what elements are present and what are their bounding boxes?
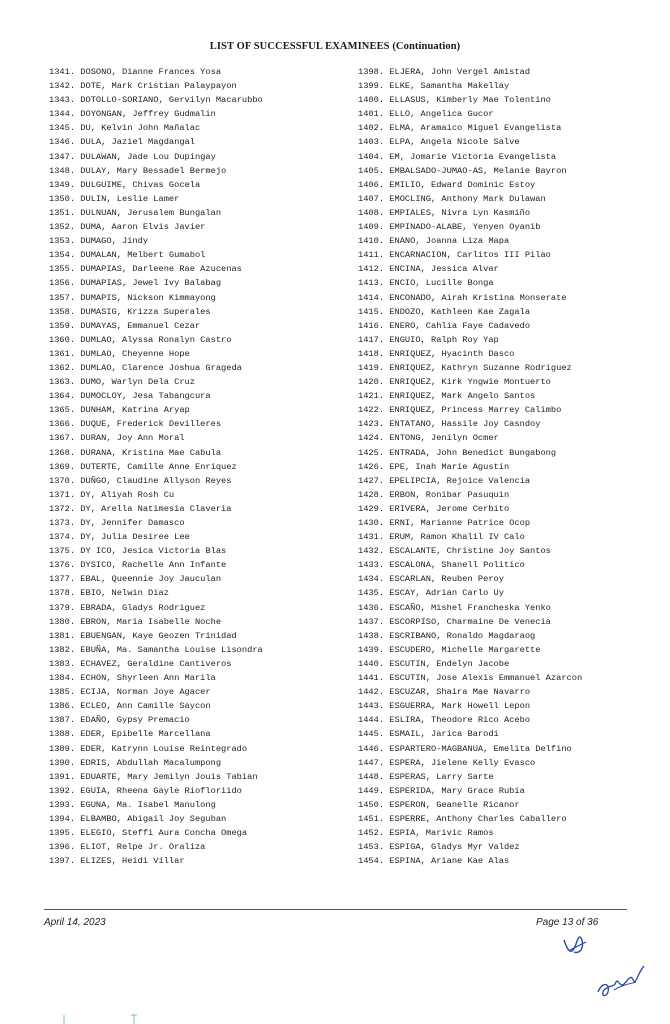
examinee-entry: 1390. EDRIS, Abdullah Macalumpong	[49, 757, 222, 768]
examinee-entry: 1426. EPE, Inah Marie Agustin	[358, 461, 510, 472]
examinee-entry: 1416. ENERO, Cahlia Faye Cadavedo	[358, 320, 531, 331]
examinee-entry: 1439. ESCUDERO, Michelle Margarette	[358, 644, 541, 655]
examinee-entry: 1399. ELKE, Samantha Makellay	[358, 81, 510, 92]
examinee-entry: 1382. EBUÑA, Ma. Samantha Louise Lisondra	[49, 644, 263, 655]
examinee-entry: 1444. ESLIRA, Theodore Rico Acebo	[358, 715, 531, 726]
examinee-entry: 1422. ENRIQUEZ, Princess Marrey Calimbo	[358, 405, 562, 416]
examinee-entry: 1423. ENTATANO, Hassile Joy Casndoy	[358, 419, 541, 430]
examinee-entry: 1398. ELJERA, John Vergel Amistad	[358, 67, 531, 77]
examinee-entry: 1445. ESMAIL, Jarica Barodi	[358, 729, 499, 740]
examinee-entry: 1442. ESCUZAR, Shaira Mae Navarro	[358, 687, 531, 698]
examinee-entry: 1375. DY ICO, Jesica Victoria Blas	[49, 546, 227, 557]
examinee-entry: 1441. ESCUTIN, Jose Alexis Emmanuel Azarcon	[358, 673, 583, 684]
examinee-entry: 1383. ECHAVEZ, Geraldine Cantiveros	[49, 658, 232, 669]
examinee-entry: 1451. ESPERRE, Anthony Charles Caballero	[358, 813, 567, 824]
examinee-entry: 1363. DUMO, Warlyn Dela Cruz	[49, 377, 195, 388]
examinee-entry: 1359. DUMAYAS, Emmanuel Cezar	[49, 320, 201, 331]
examinee-entry: 1351. DULNUAN, Jerusalem Bungalan	[49, 207, 222, 218]
examinee-entry: 1377. EBAL, Queennie Joy Jauculan	[49, 574, 222, 585]
examinee-entry: 1370. DUÑGO, Claudine Allyson Reyes	[49, 475, 232, 486]
examinee-entry: 1343. DOTOLLO-SORIANO, Gervilyn Macarubbo	[49, 95, 263, 106]
examinee-entry: 1447. ESPERA, Jielene Kelly Evasco	[358, 757, 536, 768]
examinee-entry: 1446. ESPARTERO-MAGBANUA, Emelita Delfino	[358, 743, 572, 754]
examinee-entry: 1362. DUMLAO, Clarence Joshua Grageda	[49, 362, 242, 373]
examinee-entry: 1453. ESPIGA, Gladys Myr Valdez	[358, 842, 520, 853]
initials-signature-icon	[560, 930, 590, 960]
examinee-entry: 1421. ENRIQUEZ, Mark Angelo Santos	[358, 391, 536, 402]
examinee-entry: 1427. EPELIPCIA, Rejoice Valencia	[358, 475, 531, 486]
examinee-entry: 1443. ESGUERRA, Mark Howell Lepon	[358, 701, 531, 712]
examinee-entry: 1448. ESPERAS, Larry Sarte	[358, 771, 494, 782]
examinee-entry: 1396. ELIOT, Relpe Jr. Oraliza	[49, 842, 206, 853]
examinee-entry: 1409. EMPINADO-ALABE, Yenyen Oyanib	[358, 222, 541, 233]
examinee-entry: 1431. ERUM, Ramon Khalil IV Calo	[358, 532, 525, 543]
bottom-edge-marks	[62, 1013, 182, 1024]
examinee-entry: 1392. EGUIA, Rheena Gayle Riofloriido	[49, 785, 242, 796]
examinee-entry: 1412. ENCINA, Jessica Alvar	[358, 264, 499, 275]
examinee-entry: 1385. ECIJA, Norman Joye Agacer	[49, 687, 211, 698]
examinee-entry: 1454. ESPINA, Ariane Kae Alas	[358, 856, 510, 867]
examinee-entry: 1354. DUMALAN, Melbert Gumabol	[49, 250, 206, 261]
examinee-entry: 1411. ENCARNACION, Carlitos III Pilao	[358, 250, 551, 261]
examinee-entry: 1419. ENRIQUEZ, Kathryn Suzanne Rodriguez	[358, 362, 572, 373]
examinee-entry: 1379. EBRADA, Gladys Rodriguez	[49, 602, 206, 613]
examinee-entry: 1410. ENANO, Joanna Liza Mapa	[358, 236, 510, 247]
examinee-entry: 1342. DOTE, Mark Cristian Palaypayon	[49, 81, 237, 92]
examinee-entry: 1449. ESPERIDA, Mary Grace Rubia	[358, 785, 525, 796]
examinee-entry: 1413. ENCIO, Lucille Bonga	[358, 278, 494, 289]
examinee-entry: 1437. ESCORPISO, Charmaine De Venecia	[358, 616, 551, 627]
examinee-entry: 1344. DOYONGAN, Jeffrey Gudmalin	[49, 109, 216, 120]
examinee-entry: 1432. ESCALANTE, Christine Joy Santos	[358, 546, 551, 557]
examinee-entry: 1420. ENRIQUEZ, Kirk Yngwie Montuerto	[358, 377, 551, 388]
examinee-entry: 1407. EMOCLING, Anthony Mark Dulawan	[358, 193, 546, 204]
examinee-entry: 1397. ELIZES, Heidi Villar	[49, 856, 185, 867]
examinee-entry: 1433. ESCALONA, Shanell Politico	[358, 560, 525, 571]
examinee-entry: 1429. ERIVERA, Jerome Cerbito	[358, 503, 510, 514]
examinee-entry: 1417. ENGUIO, Ralph Roy Yap	[358, 334, 499, 345]
examinee-entry: 1352. DUMA, Aaron Elvis Javier	[49, 222, 206, 233]
examinee-entry: 1395. ELEGIO, Steffi Aura Concha Omega	[49, 828, 248, 839]
examinee-entry: 1341. DOSONO, Dianne Frances Yosa	[49, 67, 222, 77]
examinee-entry: 1400. ELLASUS, Kimberly Mae Tolentino	[358, 95, 551, 106]
examinee-entry: 1371. DY, Aliyah Rosh Cu	[49, 489, 175, 500]
examinee-entry: 1414. ENCONADO, Airah Kristina Monserate	[358, 292, 567, 303]
examinee-entry: 1350. DULIN, Leslie Lamer	[49, 193, 180, 204]
examinee-entry: 1403. ELPA, Angela Nicole Salve	[358, 137, 520, 148]
examinee-entry: 1381. EBUENGAN, Kaye Geozen Trinidad	[49, 630, 237, 641]
examinee-entry: 1357. DUMAPIS, Nickson Kimmayong	[49, 292, 216, 303]
examinee-entry: 1418. ENRIQUEZ, Hyacinth Dasco	[358, 348, 515, 359]
footer-divider	[44, 909, 627, 910]
examinee-entry: 1348. DULAY, Mary Bessadel Bermejo	[49, 165, 227, 176]
examinee-entry: 1389. EDER, Katrynn Louise Reintegrado	[49, 743, 248, 754]
examinee-entry: 1374. DY, Julia Desiree Lee	[49, 532, 190, 543]
examinee-entry: 1358. DUMASIG, Krizza Superales	[49, 306, 211, 317]
examinee-entry: 1452. ESPIA, Marivic Ramos	[358, 828, 494, 839]
examinee-entry: 1376. DYSICO, Rachelle Ann Infante	[49, 560, 227, 571]
examinee-entry: 1394. ELBAMBO, Abigail Joy Seguban	[49, 813, 227, 824]
examinee-entry: 1450. ESPERON, Geanelle Ricanor	[358, 799, 520, 810]
examinee-entry: 1438. ESCRIBANO, Ronaldo Magdaraog	[358, 630, 536, 641]
examinee-entry: 1406. EMILIO, Edward Dominic Estoy	[358, 179, 536, 190]
examinee-entry: 1425. ENTRADA, John Benedict Bungabong	[358, 447, 557, 458]
examinee-entry: 1372. DY, Arella Natimesia Claveria	[49, 503, 232, 514]
handwritten-signature-icon	[594, 962, 646, 1002]
examinee-entry: 1405. EMBALSADO-JUMAO-AS, Melanie Bayron	[358, 165, 567, 176]
examinee-entry: 1346. DULA, Jaziel Magdangal	[49, 137, 195, 148]
examinee-entry: 1349. DULGUIME, Chivas Gocela	[49, 179, 201, 190]
examinee-entry: 1430. ERNI, Marianne Patrice Ocop	[358, 518, 531, 528]
footer-page-number: Page 13 of 36	[536, 917, 599, 928]
examinee-list-right	[358, 65, 658, 868]
examinee-entry: 1415. ENDOZO, Kathleen Kae Zagala	[358, 306, 531, 317]
examinee-entry: 1364. DUMOCLOY, Jesa Tabangcura	[49, 391, 211, 402]
examinee-entry: 1365. DUNHAM, Katrina Aryap	[49, 405, 190, 416]
examinee-entry: 1386. ECLEO, Ann Camille Saycon	[49, 701, 211, 712]
examinee-entry: 1378. EBIO, Nelwin Diaz	[49, 588, 169, 599]
examinee-entry: 1436. ESCAÑO, Mishel Francheska Yenko	[358, 602, 551, 613]
examinee-entry: 1402. ELMA, Aramaico Miguel Evangelista	[358, 123, 562, 134]
examinee-entry: 1387. EDAÑO, Gypsy Premacio	[49, 715, 190, 726]
examinee-entry: 1355. DUMAPIAS, Darleene Rae Azucenas	[49, 264, 242, 275]
examinee-entry: 1393. EGUNA, Ma. Isabel Manulong	[49, 799, 216, 810]
examinee-entry: 1360. DUMLAO, Alyssa Ronalyn Castro	[49, 334, 232, 345]
examinee-entry: 1368. DURANA, Kristina Mae Cabula	[49, 447, 222, 458]
examinee-entry: 1391. EDUARTE, Mary Jemilyn Jouis Tabian	[49, 771, 258, 782]
examinee-entry: 1401. ELLO, Angelica Gucor	[358, 109, 494, 120]
examinee-entry: 1424. ENTONG, Jenilyn Ocmer	[358, 433, 499, 444]
examinee-entry: 1353. DUMAGO, Jindy	[49, 236, 149, 247]
examinee-entry: 1369. DUTERTE, Camille Anne Enriquez	[49, 461, 237, 472]
examinee-entry: 1373. DY, Jennifer Damasco	[49, 518, 185, 528]
examinee-entry: 1345. DU, Kelvin John Mañalac	[49, 123, 201, 134]
examinee-entry: 1388. EDER, Epibelle Marcellana	[49, 729, 211, 740]
examinee-entry: 1366. DUQUE, Frederick Devilleres	[49, 419, 222, 430]
footer-date: April 14, 2023	[44, 917, 106, 928]
examinee-entry: 1428. ERBON, Ronibar Pasuquin	[358, 489, 510, 500]
examinee-entry: 1404. EM, Jomarie Victoria Evangelista	[358, 151, 557, 162]
examinee-entry: 1408. EMPIALES, Nivra Lyn Kasmiño	[358, 207, 531, 218]
examinee-entry: 1440. ESCUTIN, Endelyn Jacobe	[358, 658, 510, 669]
examinee-entry: 1347. DULAWAN, Jade Lou Dupingay	[49, 151, 216, 162]
examinee-entry: 1384. ECHON, Shyrleen Ann Marila	[49, 673, 216, 684]
examinee-entry: 1434. ESCARLAN, Reuben Peroy	[358, 574, 504, 585]
examinee-entry: 1380. EBRON, Maria Isabelle Noche	[49, 616, 222, 627]
examinee-entry: 1356. DUMAPIAS, Jewel Ivy Balabag	[49, 278, 222, 289]
examinee-entry: 1361. DUMLAO, Cheyenne Hope	[49, 348, 190, 359]
examinee-list-left	[49, 65, 349, 868]
page-title: LIST OF SUCCESSFUL EXAMINEES (Continuation)	[209, 41, 461, 52]
examinee-entry: 1367. DURAN, Joy Ann Moral	[49, 433, 185, 444]
examinee-entry: 1435. ESCAY, Adrian Carlo Uy	[358, 588, 504, 599]
